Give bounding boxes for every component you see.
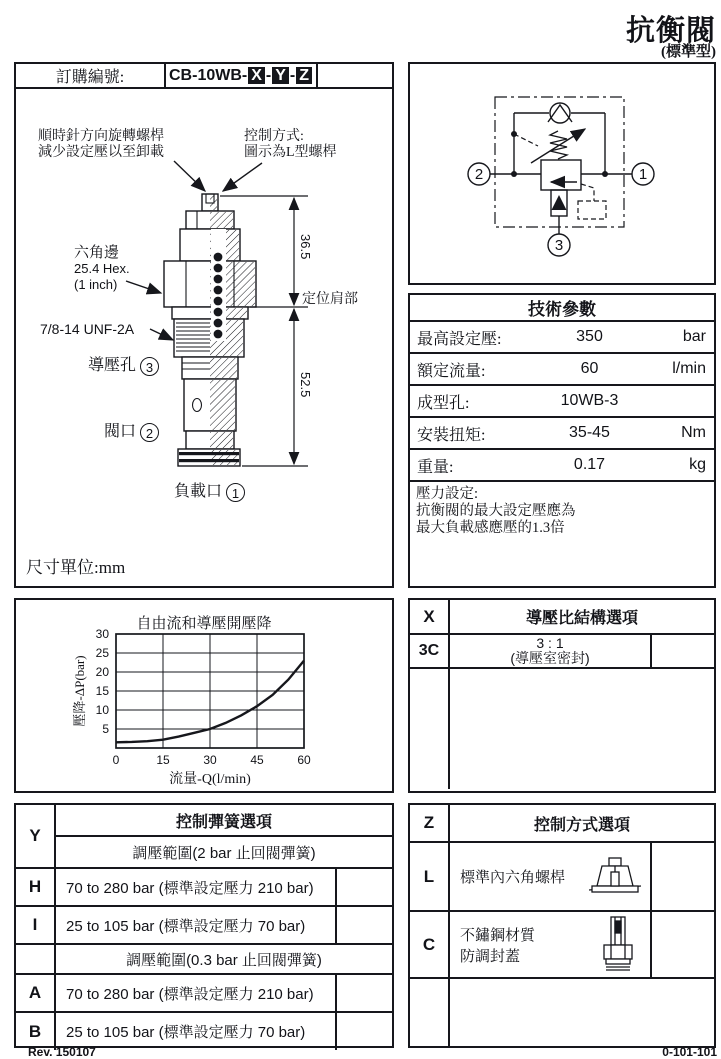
- order-number-row: [16, 64, 392, 89]
- option-x-empty-cell: [652, 635, 714, 667]
- spec-label: 成型孔:: [417, 394, 470, 412]
- spec-unit: bar: [682, 328, 706, 345]
- control-option-empty-cell: [652, 843, 714, 910]
- spring-option-desc: 70 to 280 bar (標準設定壓力 210 bar): [56, 975, 337, 1011]
- control-type-note: [244, 129, 337, 161]
- control-option-desc: [450, 843, 652, 910]
- valve-cross-section-art: [16, 89, 392, 586]
- footer-revision: Rev. 150107: [28, 1045, 96, 1059]
- control-option-desc-line1: 不鏽鋼材質: [460, 927, 536, 944]
- page-title: 抗衡閥: [625, 15, 716, 47]
- option-z-code: Z: [410, 805, 450, 841]
- svg-text:5: 5: [102, 722, 109, 736]
- control-type-note-line1: 控制方式:: [244, 129, 304, 144]
- chart-ylabel: 壓降-ΔP(bar): [72, 655, 87, 727]
- spec-value: 35-45: [569, 424, 610, 441]
- pressure-drop-chart-panel: [14, 598, 394, 793]
- svg-text:25: 25: [95, 646, 109, 660]
- control-option-desc: [450, 912, 652, 977]
- spring-range-row-03bar: [16, 945, 392, 975]
- option-y-header-block: [16, 805, 392, 869]
- footer-doc-number: 0-101-101: [662, 1045, 717, 1059]
- spec-row-torque: [410, 418, 714, 450]
- pressure-setting-note-line2: 抗衡閥的最大設定壓應為: [416, 503, 576, 519]
- option-x-title: 導壓比結構選項: [525, 610, 638, 627]
- option-y-header-right: [56, 805, 392, 869]
- valve-port-text: 閥口: [104, 423, 137, 441]
- valve-port-label: [104, 423, 159, 442]
- valve-cross-section-drawing: [16, 89, 392, 586]
- spring-range-subhead-2bar: 調壓範圍(2 bar 止回閥彈簧): [56, 837, 392, 869]
- option-x-panel: [408, 598, 716, 793]
- svg-text:15: 15: [156, 753, 170, 767]
- spring-option-empty-cell: [337, 975, 392, 1011]
- control-option-empty-cell: [652, 912, 714, 977]
- pressure-setting-note-line1: 壓力設定:: [416, 486, 479, 502]
- order-code-y: Y: [272, 67, 289, 84]
- spring-option-desc: 25 to 105 bar (標準設定壓力 70 bar): [56, 907, 337, 943]
- rotate-screw-note: [38, 129, 164, 161]
- spring-option-empty-cell: [337, 869, 392, 905]
- order-code-x: X: [248, 67, 265, 84]
- control-option-row-c: [410, 912, 714, 979]
- spec-value: 60: [580, 360, 599, 377]
- dimension-unit-note: 尺寸單位:mm: [26, 558, 126, 577]
- control-option-row-l: [410, 843, 714, 912]
- option-z-title: 控制方式選項: [533, 816, 630, 834]
- rotate-screw-note-line2: 減少設定壓以至卸載: [38, 145, 164, 160]
- spring-option-code: B: [16, 1013, 56, 1050]
- spring-option-row-a: [16, 975, 392, 1013]
- thread-spec-label: 7/8-14 UNF-2A: [40, 321, 135, 337]
- spring-range-subhead-03bar: 調壓範圍(0.3 bar 止回閥彈簧): [126, 951, 322, 969]
- control-type-note-line2: 圖示為L型螺桿: [244, 145, 337, 160]
- spec-row-weight: [410, 450, 714, 482]
- tamper-proof-cap-icon: [596, 915, 640, 975]
- option-y-code: Y: [16, 805, 56, 869]
- spring-option-code: A: [16, 975, 56, 1011]
- option-y-panel: [14, 803, 394, 1048]
- dimension-36-5: 36.5: [298, 234, 313, 260]
- valve-port-number: 2: [140, 423, 159, 442]
- spec-label: 最高設定壓:: [417, 330, 502, 348]
- hydraulic-symbol-panel: [408, 62, 716, 285]
- spec-label: 額定流量:: [417, 362, 486, 380]
- control-option-desc-line1: 標準內六角螺桿: [460, 870, 566, 886]
- svg-text:45: 45: [250, 753, 264, 767]
- order-code-sep2: -: [289, 66, 296, 84]
- pressure-setting-note: [410, 482, 714, 541]
- svg-text:0: 0: [112, 753, 120, 767]
- dimension-52-5: 52.5: [298, 372, 313, 398]
- option-z-blank-code-cell: [410, 979, 450, 1046]
- rotate-screw-note-line1: 順時針方向旋轉螺桿: [38, 129, 164, 144]
- hex-size-value: 25.4 Hex.: [74, 261, 130, 276]
- spec-label: 安裝扭矩:: [417, 426, 486, 444]
- order-code-prefix: CB-10WB-: [169, 66, 248, 84]
- option-x-blank-row: [410, 669, 714, 789]
- svg-text:60: 60: [297, 753, 311, 767]
- hydraulic-symbol-art: [410, 64, 714, 283]
- load-port-label: [174, 483, 245, 502]
- tech-specs-title: 技術參數: [410, 295, 714, 322]
- spec-value: 350: [576, 328, 603, 345]
- pilot-port-text: 導壓孔: [88, 357, 137, 375]
- order-row-empty-cell: [318, 64, 392, 87]
- pilot-port-label: [88, 357, 159, 376]
- svg-text:20: 20: [95, 665, 109, 679]
- pressure-setting-note-line3: 最大負載感應壓的1.3倍: [416, 520, 565, 536]
- option-x-row-code: 3C: [410, 635, 450, 667]
- order-code-sep1: -: [265, 66, 272, 84]
- spring-option-empty-cell: [337, 907, 392, 943]
- spring-option-row-i: [16, 907, 392, 945]
- pilot-ratio-value: [450, 635, 652, 667]
- load-port-text: 負載口: [174, 483, 223, 501]
- order-number-label: 訂購編號:: [16, 64, 166, 87]
- svg-text:30: 30: [203, 753, 217, 767]
- hex-size-inch: (1 inch): [74, 277, 118, 292]
- option-x-blank-code-cell: [410, 669, 450, 789]
- shoulder-label: 定位肩部: [302, 292, 358, 307]
- hex-size-label-cjk: 六角邊: [74, 245, 120, 261]
- symbol-port-3: 3: [554, 237, 564, 254]
- spring-option-code: H: [16, 869, 56, 905]
- svg-text:30: 30: [95, 627, 109, 641]
- pilot-port-number: 3: [140, 357, 159, 376]
- spec-unit: Nm: [681, 424, 706, 441]
- pilot-ratio-line2: (導壓室密封): [510, 650, 590, 666]
- control-option-code: C: [410, 912, 450, 977]
- option-z-header: [410, 805, 714, 843]
- svg-text:10: 10: [95, 703, 109, 717]
- spec-unit: kg: [689, 456, 706, 473]
- spring-range-empty-code: [16, 945, 56, 973]
- option-z-blank-row: [410, 979, 714, 1046]
- pilot-ratio-line1: 3 : 1: [536, 635, 564, 651]
- svg-text:15: 15: [95, 684, 109, 698]
- option-z-panel: [408, 803, 716, 1048]
- option-x-row-3c: [410, 635, 714, 669]
- tech-specs-panel: [408, 293, 716, 588]
- spring-option-desc: 25 to 105 bar (標準設定壓力 70 bar): [56, 1013, 337, 1050]
- spring-option-empty-cell: [337, 1013, 392, 1050]
- order-number-code: [166, 64, 318, 87]
- spec-unit: l/min: [672, 360, 706, 377]
- order-code-z: Z: [296, 67, 312, 84]
- spec-value: 0.17: [573, 456, 606, 473]
- option-x-code: X: [410, 600, 450, 633]
- load-port-number: 1: [226, 483, 245, 502]
- spec-row-max-pressure: [410, 322, 714, 354]
- option-y-title: 控制彈簧選項: [56, 805, 392, 837]
- spring-option-code: I: [16, 907, 56, 943]
- spring-option-desc: 70 to 280 bar (標準設定壓力 210 bar): [56, 869, 337, 905]
- option-x-header: [410, 600, 714, 635]
- page-subtitle: (標準型): [661, 44, 716, 60]
- chart-xlabel: 流量-Q(l/min): [169, 772, 251, 787]
- symbol-port-2: 2: [474, 166, 484, 183]
- symbol-port-1: 1: [638, 166, 648, 183]
- control-option-desc-line2: 防調封蓋: [460, 948, 521, 965]
- chart-title: 自由流和導壓開壓降: [136, 616, 272, 632]
- hex-size-label: [74, 245, 130, 293]
- spring-option-row-h: [16, 869, 392, 907]
- valve-drawing-panel: [14, 62, 394, 588]
- spec-value: 10WB-3: [560, 392, 619, 409]
- control-option-code: L: [410, 843, 450, 910]
- spec-row-cavity: [410, 386, 714, 418]
- hex-screw-adjuster-icon: [584, 855, 646, 899]
- spec-row-rated-flow: [410, 354, 714, 386]
- spec-label: 重量:: [417, 458, 454, 476]
